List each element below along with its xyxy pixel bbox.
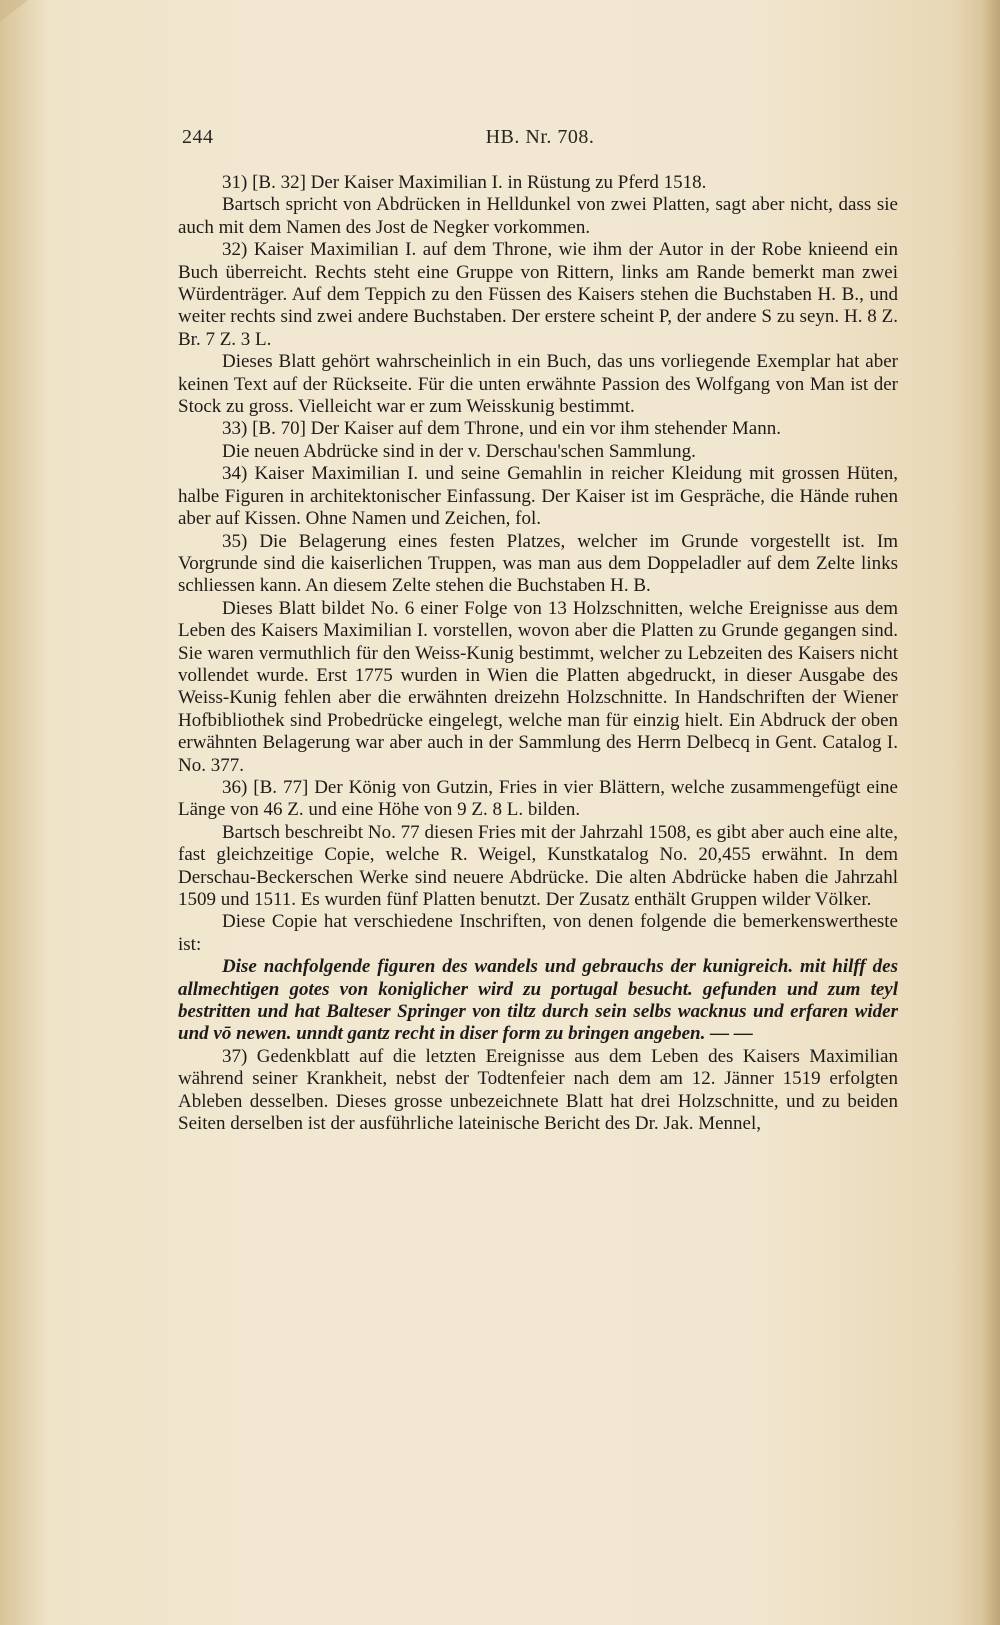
entry-36-title: 36) [B. 77] Der König von Gutzin, Fries in vier Blättern, welche zusammengefügt eine Länge von 46 Z. und eine Höhe von 9 Z. 8 L. bilden. [178,776,898,821]
entry-32-text: Dieses Blatt gehört wahrscheinlich in ein Buch, das uns vorliegende Exemplar hat aber keinen Text auf der Rückseite. Für die unten erwähnte Passion des Wolfgang von Man ist der Stock zu gross. Vielleicht war er zum Weisskunig bestimmt. [178,351,898,418]
page-corner-fold [0,0,40,40]
entry-34-title: 34) Kaiser Maximilian I. und seine Gemahlin in reicher Kleidung mit grossen Hüten, halbe Figuren in architektonischer Einfassung. Der Kaiser ist im Gespräche, die Hände ruhen aber auf Kissen. Ohne Namen und Zeichen, fol. [178,463,898,530]
entry-37-title: 37) Gedenkblatt auf die letzten Ereignisse aus dem Leben des Kaisers Maximilian während seiner Krankheit, nebst der Todtenfeier nach dem am 12. Jänner 1519 erfolgten Ableben desselben. Dieses grosse unbezeichnete Blatt hat drei Holzschnitte, und zu beiden Seiten derselben ist der ausführliche lateinische Bericht des Dr. Jak. Mennel, [178,1045,898,1135]
page-edge-shadow [982,0,1000,1625]
entry-33-text: Die neuen Abdrücke sind in der v. Derschau'schen Sammlung. [222,440,696,462]
running-title: HB. Nr. 708. [485,126,595,148]
entry-33-title: 33) [B. 70] Der Kaiser auf dem Throne, und ein vor ihm stehender Mann. [222,418,781,440]
entry-35-title: 35) Die Belagerung eines festen Platzes, welcher im Grunde vorgestellt ist. Im Vorgrunde sind die kaiserlichen Truppen, was man aus dem Doppeladler auf dem Zelte links schliessen kann. An diesem Zelte stehen die Buchstaben H. B. [178,530,898,597]
entry-35-text: Dieses Blatt bildet No. 6 einer Folge von 13 Holzschnitten, welche Ereignisse aus dem Leben des Kaisers Maximilian I. vorstellen, wovon aber die Platten zu Grunde gegangen sind. Sie waren vermuthlich für den Weiss-Kunig bestimmt, welcher zu Lebzeiten des Kaisers nicht vollendet wurde. Erst 1775 wurden in Wien die Platten abgedruckt, in dieser Ausgabe des Weiss-Kunig fehlen aber die erwähnten dreizehn Holzschnitte. In Handschriften der Wiener Hofbibliothek sind Probedrücke eingelegt, welche man für einzig hielt. Ein Abdruck der oben erwähnten Belagerung war aber auch in der Sammlung des Herrn Delbecq in Gent. Catalog I. No. 377. [178,597,898,776]
body-text [178,172,898,1135]
entry-36-inscription-intro: Diese Copie hat verschiedene Inschriften, von denen folgende die bemerkenswertheste ist: [178,911,898,955]
entry-36-inscription: Dise nachfolgende figuren des wandels und gebrauchs der kunigreich. mit hilff des allmechtigen gotes von koniglicher wird zu portugal besucht. gefunden und zum teyl bestritten und hat Balteser Springer von tiltz durch sein selbs wacknus und erfaren wider und vō newen. unndt gantz recht in diser form zu bringen angeben. — — [178,956,898,1045]
entry-32-title: 32) Kaiser Maximilian I. auf dem Throne, wie ihm der Autor in der Robe knieend ein Buch überreicht. Rechts steht eine Gruppe von Rittern, links am Rande bemerkt man zwei Würdenträger. Auf dem Teppich zu den Füssen des Kaisers stehen die Buchstaben H. B., und weiter rechts sind zwei andere Buchstaben. Der erstere scheint P, der andere S zu seyn. H. 8 Z. Br. 7 Z. 3 L. [178,239,898,350]
page-number: 244 [182,126,214,148]
entry-31-title: 31) [B. 32] Der Kaiser Maximilian I. in Rüstung zu Pferd 1518. [222,172,707,193]
entry-36-text: Bartsch beschreibt No. 77 diesen Fries mit der Jahrzahl 1508, es gibt aber auch eine alte, fast gleichzeitige Copie, welche R. Weigel, Kunstkatalog No. 20,455 erwähnt. In dem Derschau-Beckerschen Werke sind neuere Abdrücke. Die alten Abdrücke haben die Jahrzahl 1509 und 1511. Es wurden fünf Platten benutzt. Der Zusatz enthält Gruppen wilder Völker. [178,821,898,910]
entry-31-text: Bartsch spricht von Abdrücken in Helldunkel von zwei Platten, sagt aber nicht, dass sie auch mit dem Namen des Jost de Negker vorkommen. [178,194,898,238]
